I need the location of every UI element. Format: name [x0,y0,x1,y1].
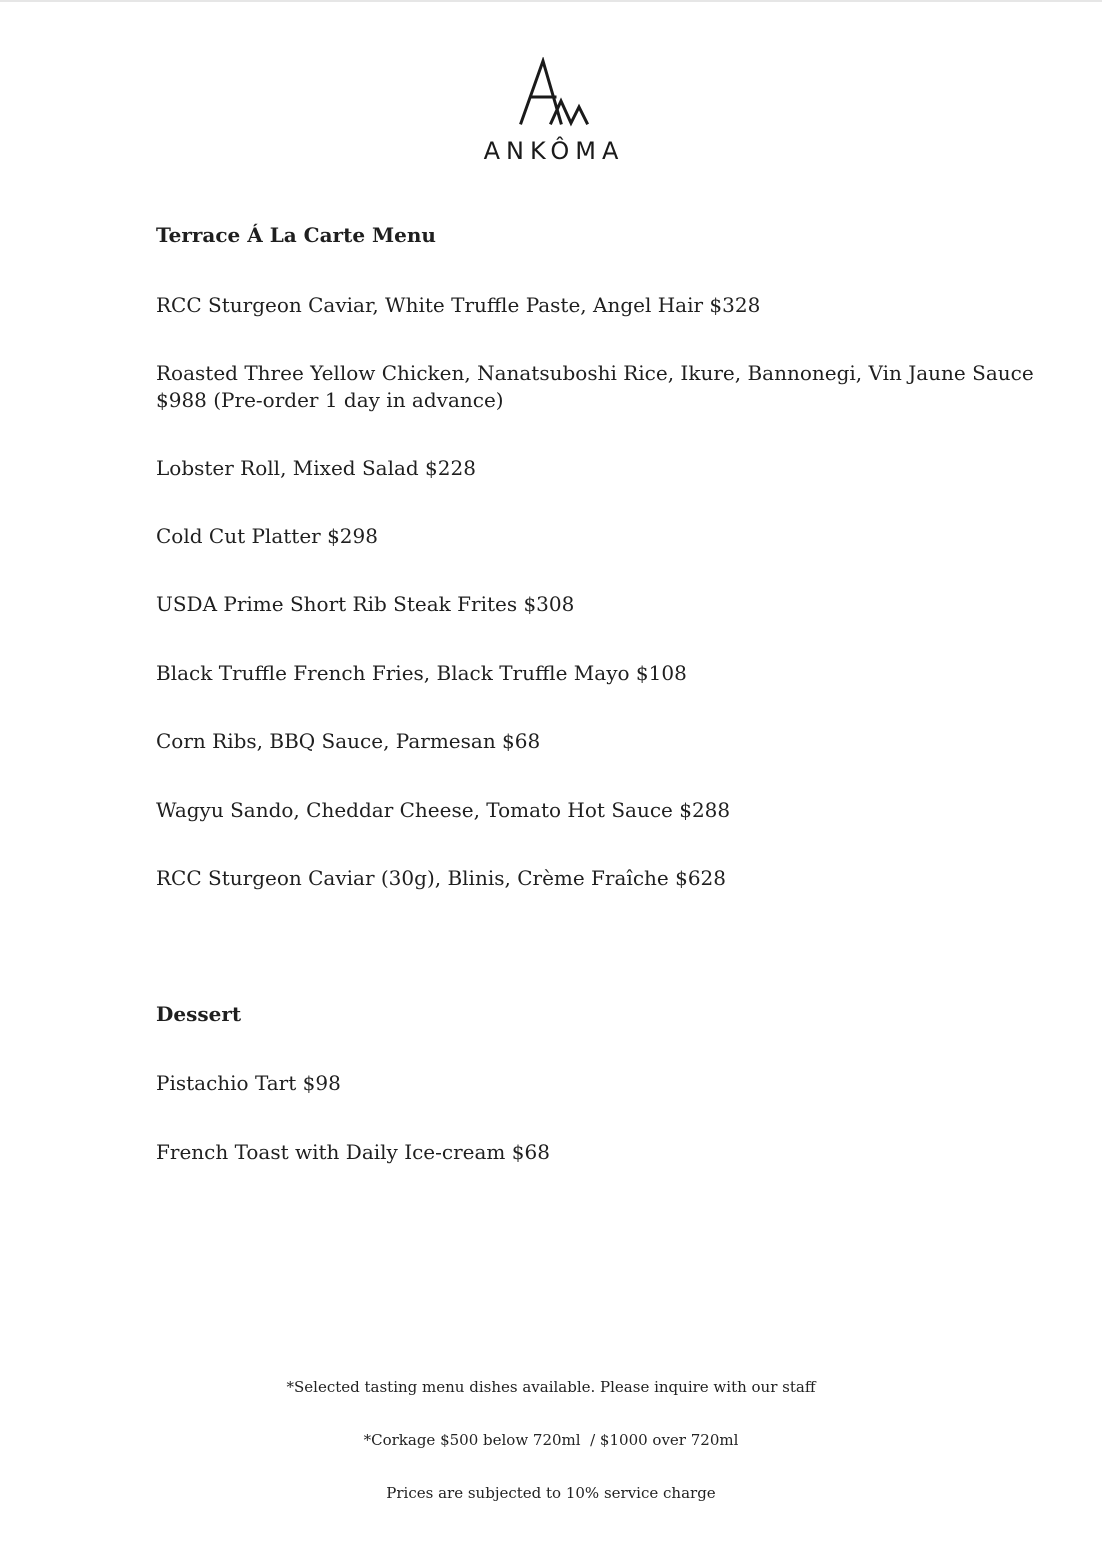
menu-item-text: Pistachio Tart $98 [156,1071,341,1095]
menu-item [156,1139,550,1166]
menu-item-text: RCC Sturgeon Caviar (30g), Blinis, Crème Fraîche $628 [156,866,726,890]
brand-logo [0,57,1102,165]
menu-item-text: Corn Ribs, BBQ Sauce, Parmesan $68 [156,729,541,753]
menu-item [156,360,1034,414]
menu-item-text: RCC Sturgeon Caviar, White Truffle Paste, Angel Hair $328 [156,293,761,317]
menu-item-text: Wagyu Sando, Cheddar Cheese, Tomato Hot Sauce $288 [156,798,731,822]
menu-item [156,292,760,319]
ankoma-monogram-icon [511,57,591,127]
menu-item [156,455,476,482]
footnote-corkage: *Corkage $500 below 720ml / $1000 over 720ml [363,1431,739,1449]
menu-item [156,728,540,755]
section-title-terrace: Terrace Á La Carte Menu [156,223,436,247]
footnote-service-charge: Prices are subjected to 10% service charge [386,1484,716,1502]
menu-item-text: Black Truffle French Fries, Black Truffle Mayo $108 [156,661,687,685]
menu-item [156,865,726,892]
menu-item [156,797,730,824]
menu-item-text: USDA Prime Short Rib Steak Frites $308 [156,592,575,616]
menu-item [156,523,378,550]
menu-item-text: Cold Cut Platter $298 [156,524,378,548]
brand-wordmark: ANKÔMA [483,137,625,165]
menu-item-text: French Toast with Daily Ice-cream $68 [156,1140,550,1164]
footnote-tasting-menu: *Selected tasting menu dishes available. Please inquire with our staff [286,1378,816,1396]
menu-item [156,660,687,687]
menu-item [156,1070,341,1097]
menu-item-text: Roasted Three Yellow Chicken, Nanatsuboshi Rice, Ikure, Bannonegi, Vin Jaune Sauce [156,361,1034,385]
menu-item-text-continued: $988 (Pre-order 1 day in advance) [156,388,504,412]
section-title-dessert: Dessert [156,1002,242,1026]
menu-item-text: Lobster Roll, Mixed Salad $228 [156,456,476,480]
menu-item [156,591,574,618]
